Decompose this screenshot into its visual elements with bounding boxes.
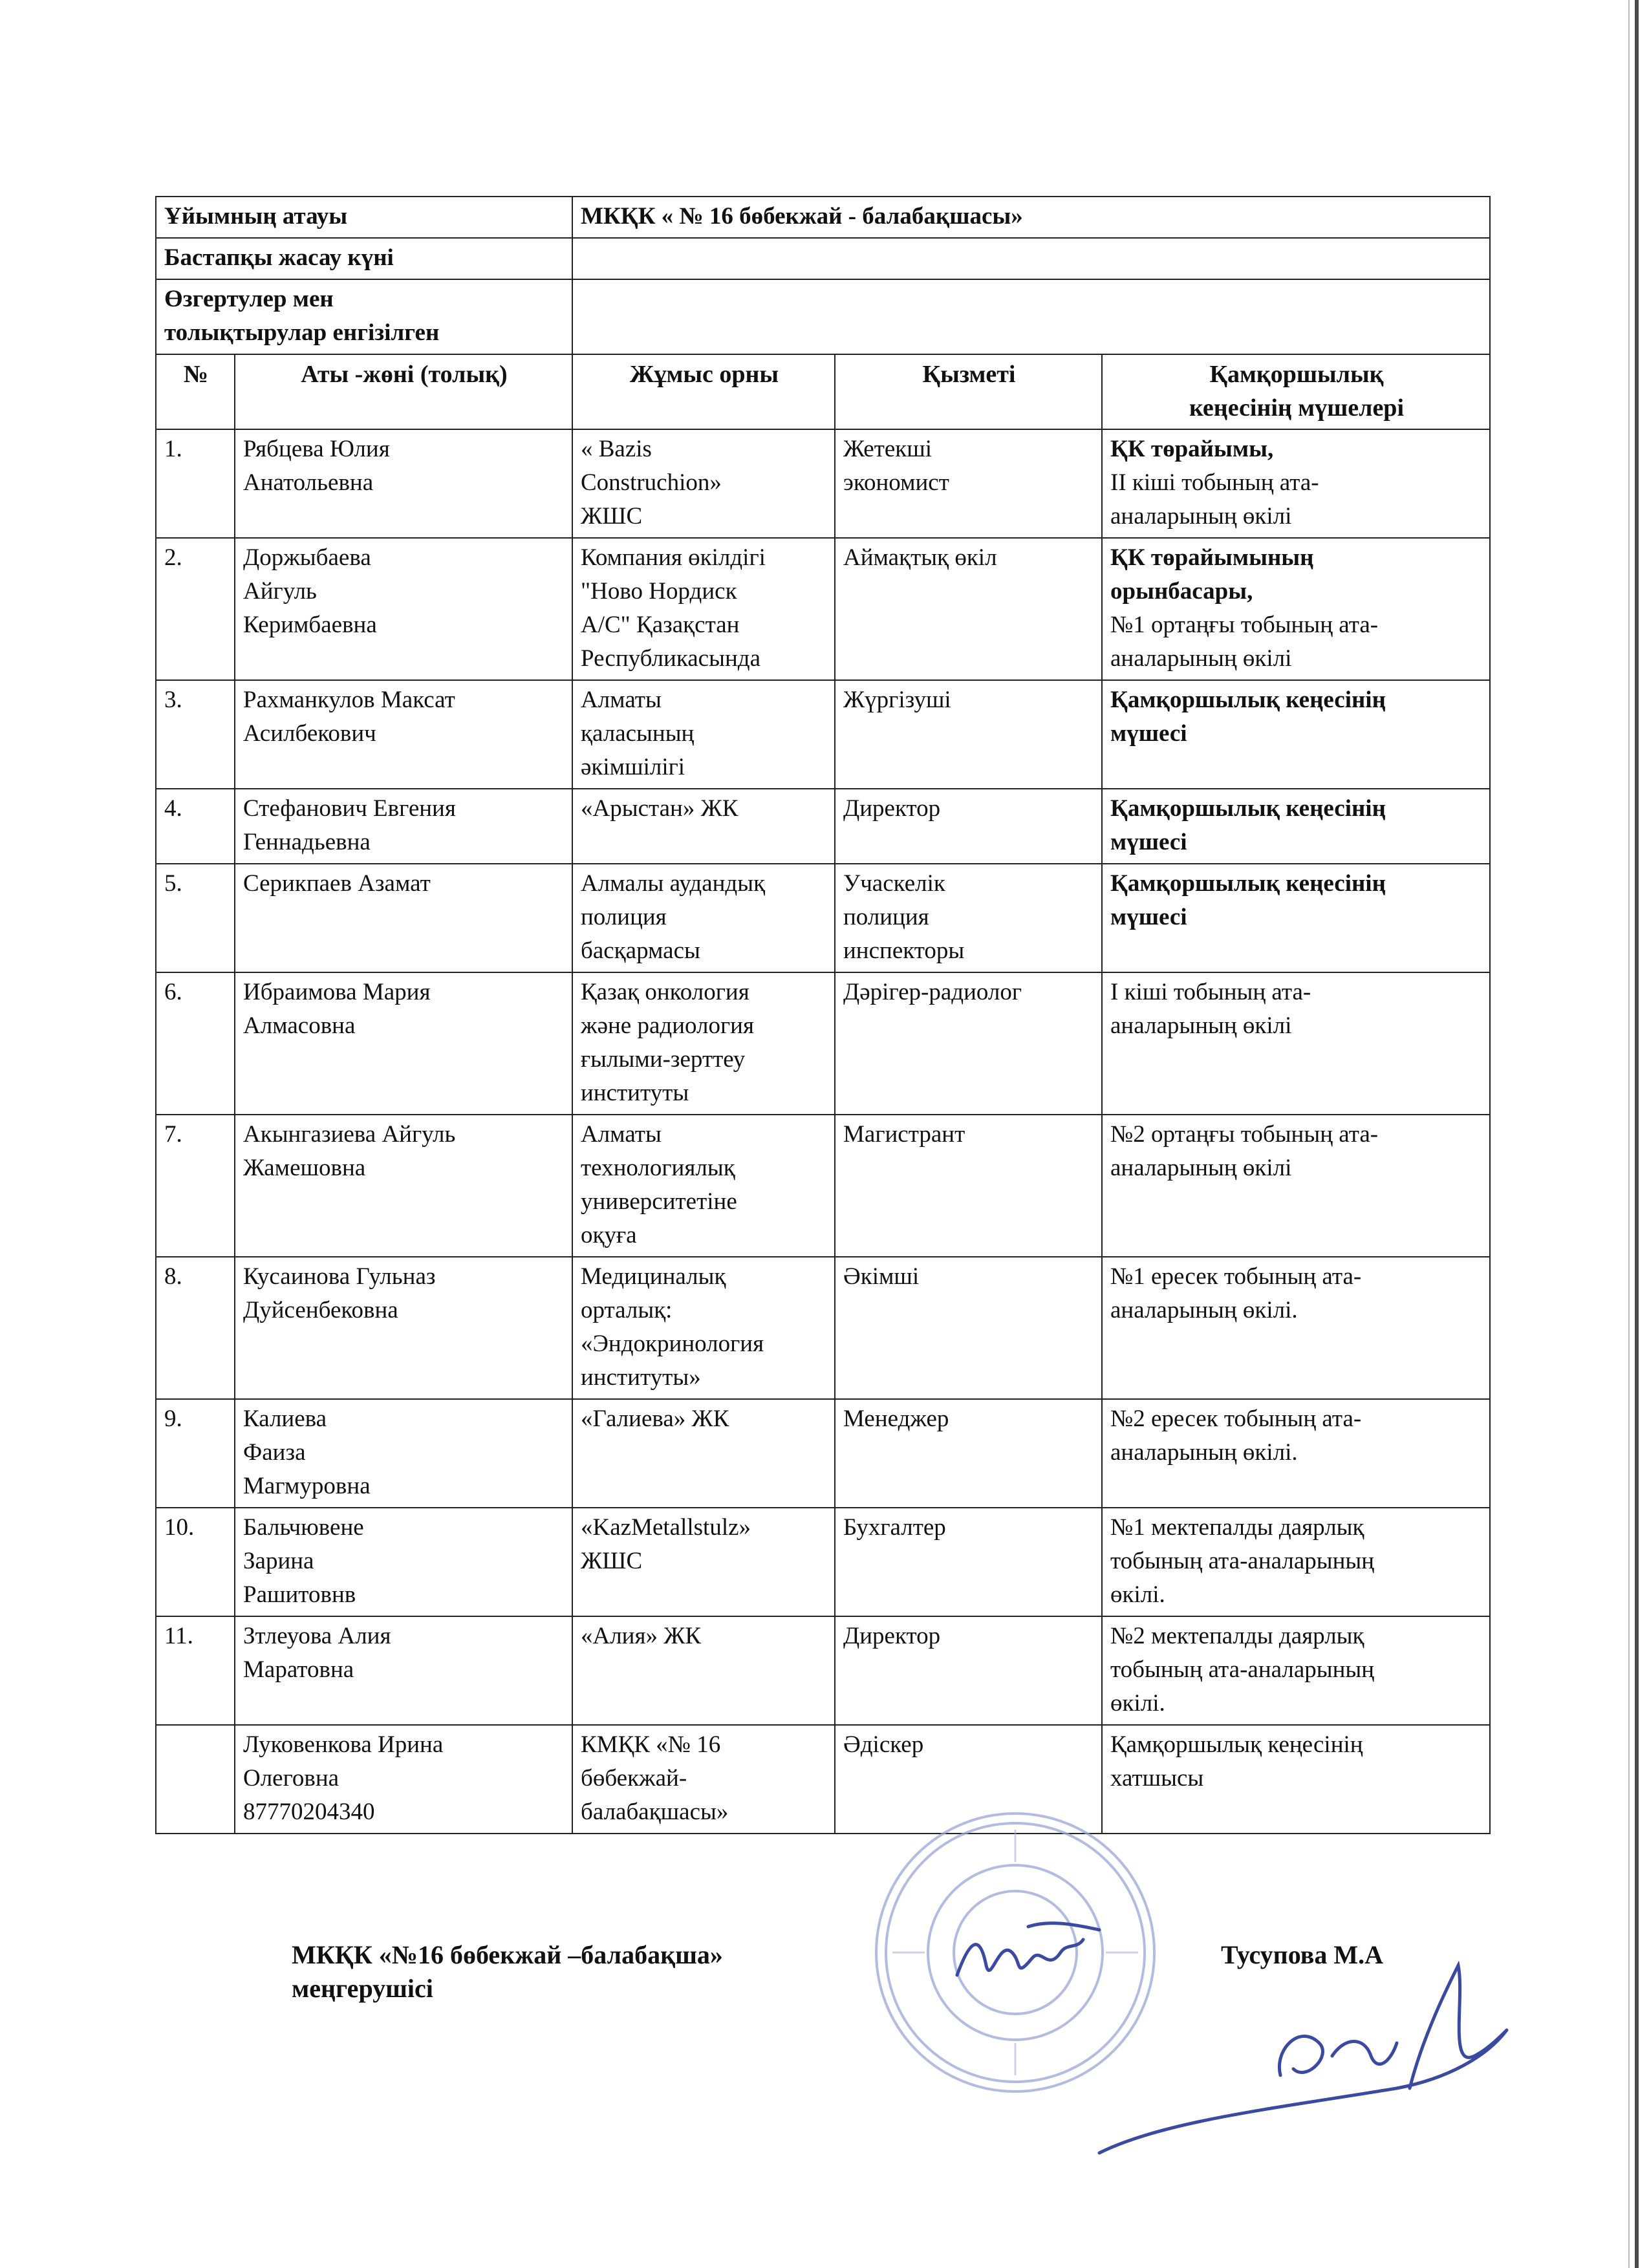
- member-role: [1102, 538, 1490, 680]
- member-role: [1102, 1508, 1490, 1616]
- member-number: 9.: [156, 1399, 235, 1508]
- member-role: [1102, 1399, 1490, 1508]
- member-number: 4.: [156, 789, 235, 864]
- changes-value: [572, 279, 1490, 354]
- member-workplace: Медициналық орталық: «Эндокринология институты»: [572, 1257, 835, 1399]
- scan-edge: [1628, 0, 1630, 2268]
- member-role-detail: №2 ересек тобының ата- аналарының өкілі.: [1110, 1406, 1362, 1466]
- member-role-detail: Қамқоршылық кеңесінің хатшысы: [1110, 1731, 1363, 1792]
- member-workplace: Алматы қаласының әкімшілігі: [572, 680, 835, 789]
- director-signature: [951, 1914, 1106, 1998]
- org-name-value: МКҚК « № 16 бөбекжай - балабақшасы»: [572, 197, 1490, 238]
- col-number: №: [156, 354, 235, 429]
- member-role: [1102, 864, 1490, 972]
- member-row: [156, 1725, 1490, 1834]
- member-row: [156, 1508, 1490, 1616]
- member-role: [1102, 429, 1490, 538]
- member-workplace: «Арыстан» ЖК: [572, 789, 835, 864]
- member-position: Учаскелік полиция инспекторы: [835, 864, 1102, 972]
- member-name: Ибраимова Мария Алмасовна: [235, 972, 572, 1115]
- member-number: 5.: [156, 864, 235, 972]
- head-name: Тусупова М.А: [1221, 1940, 1383, 1969]
- member-number: 1.: [156, 429, 235, 538]
- member-name: Акынгазиева Айгуль Жамешовна: [235, 1115, 572, 1257]
- member-number: 7.: [156, 1115, 235, 1257]
- member-position: Дәрігер-радиолог: [835, 972, 1102, 1115]
- col-board-role: Қамқоршылық кеңесінің мүшелері: [1102, 354, 1490, 429]
- member-row: [156, 680, 1490, 789]
- member-position: Директор: [835, 1616, 1102, 1725]
- changes-row: [156, 279, 1490, 354]
- member-row: [156, 1616, 1490, 1725]
- created-date-row: [156, 238, 1490, 279]
- member-workplace: « Bazis Construchion» ЖШС: [572, 429, 835, 538]
- member-role-title: ҚК төрайымы,: [1110, 436, 1274, 462]
- head-title: МКҚК «№16 бөбекжай –балабақша» меңгерушісі: [292, 1940, 723, 2003]
- member-workplace: Қазақ онкология және радиология ғылыми-зерттеу институты: [572, 972, 835, 1115]
- member-row: [156, 1399, 1490, 1508]
- changes-label: Өзгертулер мен толықтырулар енгізілген: [156, 279, 572, 354]
- member-name: Доржыбаева Айгуль Керимбаевна: [235, 538, 572, 680]
- member-role: [1102, 1616, 1490, 1725]
- member-number: 11.: [156, 1616, 235, 1725]
- member-name: Серикпаев Азамат: [235, 864, 572, 972]
- member-role: [1102, 789, 1490, 864]
- board-members-table: [155, 196, 1491, 1834]
- member-role-title: Қамқоршылық кеңесінің мүшесі: [1110, 795, 1386, 855]
- col-position: Қызметі: [835, 354, 1102, 429]
- member-row: [156, 1257, 1490, 1399]
- member-name: Калиева Фаиза Магмуровна: [235, 1399, 572, 1508]
- member-number: 8.: [156, 1257, 235, 1399]
- member-row: [156, 538, 1490, 680]
- member-position: Директор: [835, 789, 1102, 864]
- member-number: 6.: [156, 972, 235, 1115]
- member-row: [156, 972, 1490, 1115]
- col-full-name: Аты -жөні (толық): [235, 354, 572, 429]
- member-workplace: Алмалы аудандық полиция басқармасы: [572, 864, 835, 972]
- member-row: [156, 1115, 1490, 1257]
- member-position: Магистрант: [835, 1115, 1102, 1257]
- member-position: Аймақтық өкіл: [835, 538, 1102, 680]
- member-position: Әкімші: [835, 1257, 1102, 1399]
- member-name: Рябцева Юлия Анатольевна: [235, 429, 572, 538]
- member-role: [1102, 1257, 1490, 1399]
- member-position: Әдіскер: [835, 1725, 1102, 1834]
- created-date-value: [572, 238, 1490, 279]
- member-role-title: Қамқоршылық кеңесінің мүшесі: [1110, 870, 1386, 930]
- member-workplace: КМҚК «№ 16 бөбекжай- балабақшасы»: [572, 1725, 835, 1834]
- member-role: [1102, 1115, 1490, 1257]
- org-name-label: Ұйымның атауы: [156, 197, 572, 238]
- member-name: Луковенкова Ирина Олеговна 87770204340: [235, 1725, 572, 1834]
- second-signature: [1086, 1959, 1539, 2166]
- member-workplace: «Галиева» ЖК: [572, 1399, 835, 1508]
- member-number: 10.: [156, 1508, 235, 1616]
- member-role-detail: №1 мектепалды даярлық тобының ата-аналарының өкілі.: [1110, 1514, 1375, 1608]
- member-workplace: Алматы технологиялық университетіне оқуға: [572, 1115, 835, 1257]
- scan-edge-dark: [1635, 0, 1639, 2268]
- member-number: 3.: [156, 680, 235, 789]
- member-name: Зтлеуова Алия Маратовна: [235, 1616, 572, 1725]
- member-position: Жүргізуші: [835, 680, 1102, 789]
- member-role-detail: I кіші тобының ата- аналарының өкілі: [1110, 979, 1311, 1039]
- member-number: 2.: [156, 538, 235, 680]
- member-role-detail: №2 ортаңғы тобының ата- аналарының өкілі: [1110, 1121, 1379, 1181]
- member-role-detail: №2 мектепалды даярлық тобының ата-аналарының өкілі.: [1110, 1623, 1375, 1717]
- member-name: Бальчювене Зарина Рашитовнв: [235, 1508, 572, 1616]
- col-workplace: Жұмыс орны: [572, 354, 835, 429]
- member-number: [156, 1725, 235, 1834]
- member-row: [156, 789, 1490, 864]
- column-header-row: [156, 354, 1490, 429]
- member-position: Менеджер: [835, 1399, 1102, 1508]
- member-role: [1102, 972, 1490, 1115]
- org-name-row: [156, 197, 1490, 238]
- member-role: [1102, 680, 1490, 789]
- member-name: Стефанович Евгения Геннадьевна: [235, 789, 572, 864]
- member-role-detail: №1 ересек тобының ата- аналарының өкілі.: [1110, 1263, 1362, 1323]
- member-position: Бухгалтер: [835, 1508, 1102, 1616]
- member-name: Рахманкулов Максат Асилбекович: [235, 680, 572, 789]
- created-date-label: Бастапқы жасау күні: [156, 238, 572, 279]
- member-row: [156, 429, 1490, 538]
- member-workplace: «KazMetallstulz» ЖШС: [572, 1508, 835, 1616]
- member-workplace: «Алия» ЖК: [572, 1616, 835, 1725]
- member-workplace: Компания өкілдігі "Ново Нордиск А/С" Қазақстан Республикасында: [572, 538, 835, 680]
- member-name: Кусаинова Гульназ Дуйсенбековна: [235, 1257, 572, 1399]
- member-role-detail: №1 ортаңғы тобының ата- аналарының өкілі: [1110, 612, 1379, 672]
- member-row: [156, 864, 1490, 972]
- member-role-detail: II кіші тобының ата- аналарының өкілі: [1110, 469, 1319, 530]
- member-role-title: ҚК төрайымының орынбасары,: [1110, 544, 1314, 604]
- member-position: Жетекші экономист: [835, 429, 1102, 538]
- member-role-title: Қамқоршылық кеңесінің мүшесі: [1110, 687, 1386, 747]
